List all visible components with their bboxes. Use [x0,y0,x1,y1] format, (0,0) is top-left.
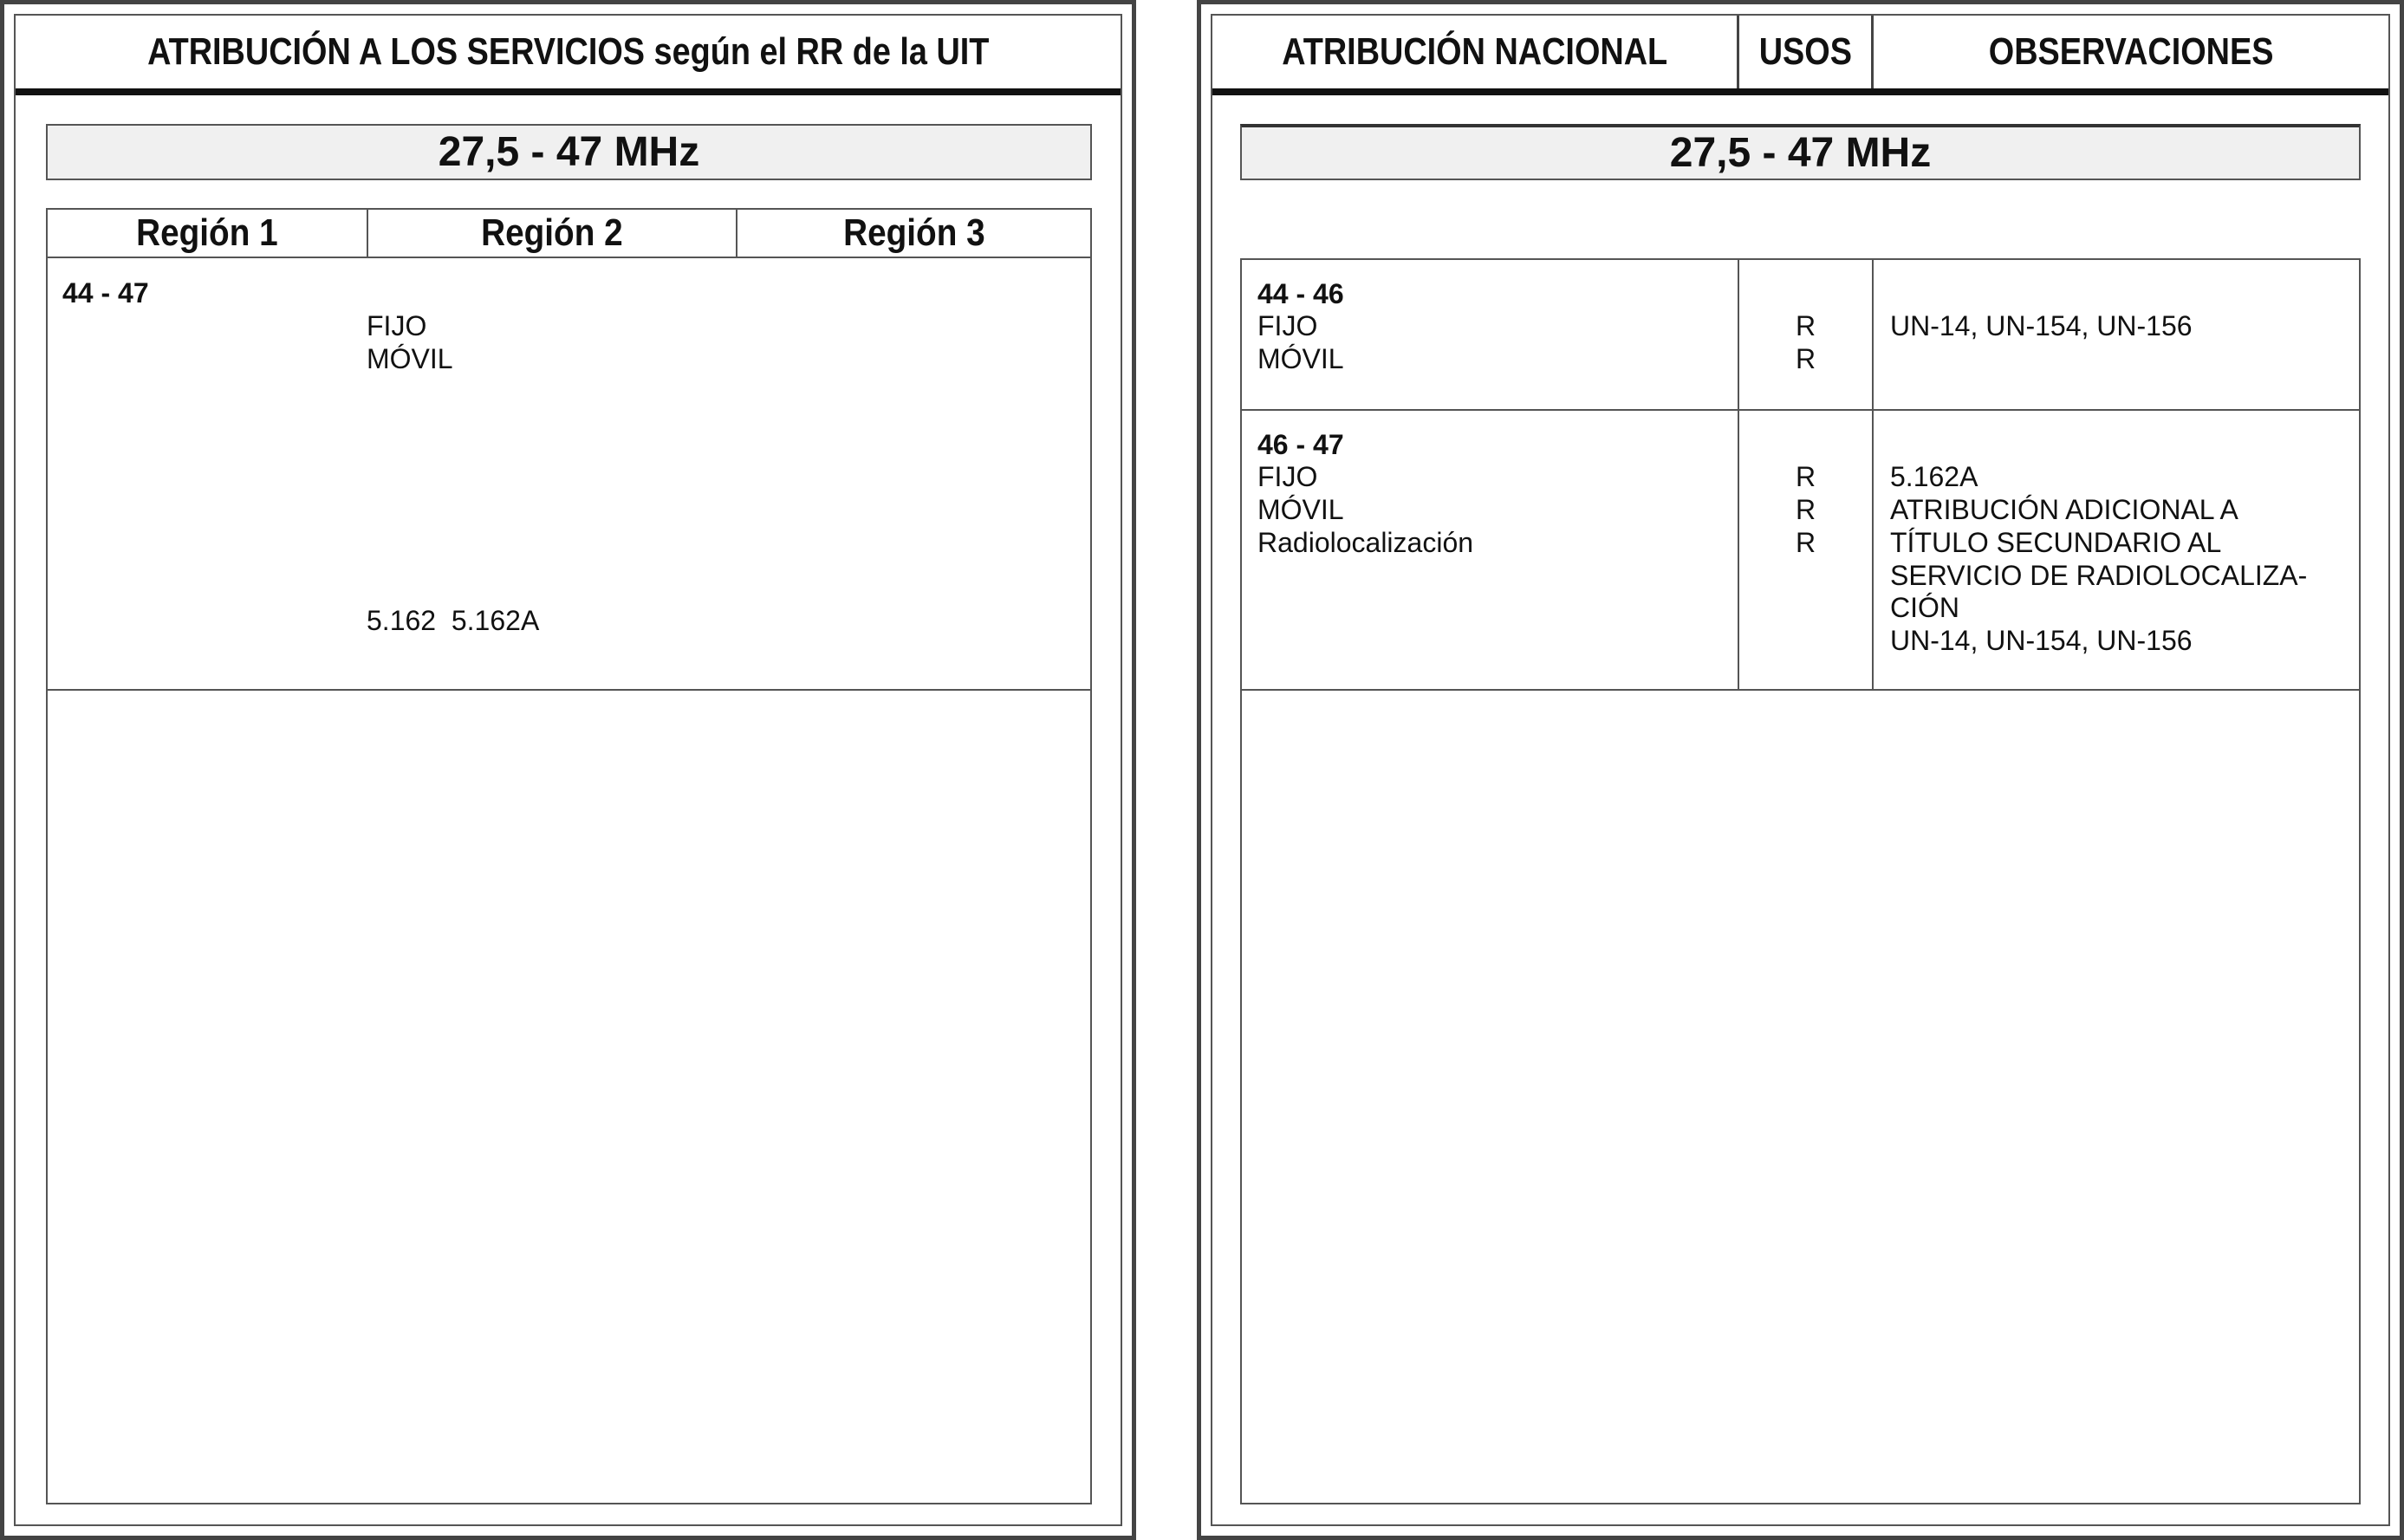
header-observaciones: OBSERVACIONES [1988,30,2274,73]
national-service: MÓVIL [1257,494,1344,525]
usos-value: R [1796,461,1816,492]
observaciones-text: CIÓN [1890,592,1959,623]
usos-column-divider [1738,258,1739,691]
region-header-row [46,208,1092,258]
national-service: FIJO [1257,310,1318,341]
right-band-title: 27,5 - 47 MHz [1240,124,2361,180]
observaciones-text: UN-14, UN-154, UN-156 [1890,310,2193,341]
national-empty-area [1240,689,2361,1504]
left-page-header [16,16,1121,95]
itu-entry-range: 44 - 47 [62,277,149,309]
observaciones-text: TÍTULO SECUNDARIO AL [1890,527,2222,558]
header-usos: USOS [1739,16,1874,88]
observaciones-text: UN-14, UN-154, UN-156 [1890,625,2193,656]
itu-service-movil: MÓVIL [367,343,453,374]
region-2-header: Región 2 [368,210,737,257]
itu-footnotes: 5.162 5.162A [367,605,540,636]
usos-value: R [1796,343,1816,374]
itu-allocation-title: ATRIBUCIÓN A LOS SERVICIOS según el RR de la UIT [146,30,990,73]
itu-service-fijo: FIJO [367,310,427,341]
national-service: MÓVIL [1257,343,1344,374]
national-service: Radiolocalización [1257,527,1474,558]
left-band-title: 27,5 - 47 MHz [46,124,1092,180]
region-1-header: Región 1 [48,210,368,257]
observaciones-text: ATRIBUCIÓN ADICIONAL A [1890,494,2238,525]
itu-allocation-empty-area [46,689,1092,1504]
national-row-range: 46 - 47 [1257,429,1344,460]
national-service: FIJO [1257,461,1318,492]
usos-value: R [1796,527,1816,558]
observaciones-text: SERVICIO DE RADIOLOCALIZA- [1890,560,2308,591]
right-page-header [1212,16,2388,95]
usos-value: R [1796,310,1816,341]
usos-value: R [1796,494,1816,525]
observaciones-text: 5.162A [1890,461,1978,492]
itu-allocation-entry [46,257,1092,691]
region-3-header: Región 3 [842,211,985,254]
observaciones-column-divider [1872,258,1874,691]
header-atribucion-nacional: ATRIBUCIÓN NACIONAL [1212,16,1739,88]
national-row-range: 44 - 46 [1257,278,1344,309]
